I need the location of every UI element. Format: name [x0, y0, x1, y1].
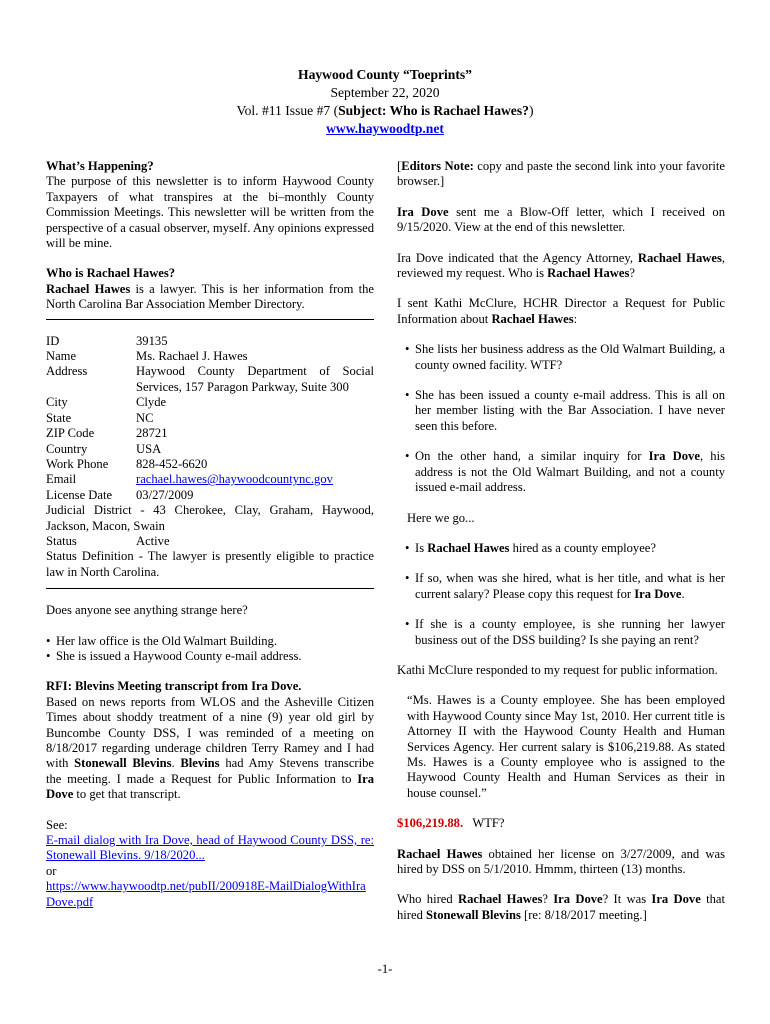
rfi-text: to get that transcript.: [73, 787, 181, 802]
divider-bottom: [46, 588, 374, 589]
person-name: Ira Dove: [397, 204, 449, 219]
who-body: [46, 282, 374, 313]
person-name: Rachael Hawes: [491, 311, 574, 326]
directory-row: [46, 349, 374, 364]
list-item-text: She lists her business address as the Old Walmart Building, a county owned facility. WTF?: [415, 342, 725, 372]
whats-happening-body: The purpose of this newsletter is to inform Haywood County Taxpayers of what transpires at the bi–monthly County Commission Meetings. This newsletter will be written from the perspective of a casual observer, myself. Any opinions expressed will be mine.: [46, 174, 374, 251]
directory-value: Clyde: [136, 395, 167, 410]
paragraph-text: ? It was: [602, 892, 652, 907]
person-name: Ira Dove: [651, 892, 701, 907]
who-text: is a lawyer. This is her information from the North Carolina Bar Association Member Directory.: [46, 281, 374, 312]
salary-line: [397, 816, 725, 831]
editors-text: copy and paste the second link into your favorite browser.]: [397, 159, 725, 189]
person-name: Rachael Hawes: [427, 540, 510, 555]
see-or: or: [46, 863, 57, 878]
list-item-text: She is issued a Haywood County e-mail address.: [56, 648, 302, 663]
directory-row: [46, 395, 374, 410]
list-text: On the other hand, a similar inquiry for: [415, 449, 649, 464]
rfi-body: [46, 695, 374, 803]
final-paragraph: [397, 892, 725, 923]
list-text: .: [681, 586, 685, 601]
paragraph-text: , reviewed my request. Who is: [397, 250, 726, 281]
strange-list: [46, 634, 374, 665]
paragraph-text: [re: 8/18/2017 meeting.]: [520, 907, 647, 922]
list-item: [397, 617, 725, 648]
person-name: Rachael Hawes: [547, 266, 630, 281]
blow-off-paragraph: [397, 205, 725, 236]
person-name: Stonewall Blevins: [426, 907, 521, 922]
email-link[interactable]: rachael.hawes@haywoodcountync.gov: [136, 472, 333, 487]
list-item-text: Her law office is the Old Walmart Building.: [56, 633, 277, 648]
request-paragraph: [397, 296, 725, 327]
judicial-district: Judicial District - 43 Cherokee, Clay, Graham, Haywood, Jackson, Macon, Swain: [46, 503, 374, 533]
directory-row: [46, 364, 374, 395]
directory-value: 828-452-6620: [136, 456, 208, 471]
paragraph-text: :: [573, 311, 578, 326]
list-item-text: She has been issued a county e-mail address. This is all on her member listing with the Bar Association. I have never seen this before.: [415, 388, 725, 433]
list-text: If so, when was she hired, what is her title, and what is her current salary? Please copy this request for: [415, 571, 725, 601]
bullet-icon: •: [405, 388, 410, 403]
left-column: [46, 159, 374, 910]
list-text: Is: [415, 540, 428, 555]
directory-label: License Date: [46, 487, 113, 502]
directory-value: NC: [136, 410, 154, 425]
directory-label: City: [46, 395, 68, 410]
paragraph-text: that hired: [397, 892, 725, 922]
bullet-icon: •: [405, 449, 410, 464]
right-column: [397, 159, 725, 923]
list-item: [46, 649, 374, 664]
editors-note: [397, 159, 725, 190]
directory-row: [46, 457, 374, 472]
website-link[interactable]: www.haywoodtp.net: [326, 121, 444, 136]
list-item-text: If she is a county employee, is she running her lawyer business out of the DSS building? Is she paying an rent?: [415, 617, 725, 647]
newsletter-header: [0, 66, 770, 138]
bullet-icon: •: [46, 633, 51, 648]
list-item: [397, 449, 725, 495]
divider-top: [46, 319, 374, 320]
paragraph-text: Ira Dove indicated that the Agency Attorney,: [397, 250, 638, 265]
directory-label: Name: [46, 349, 77, 364]
kathi-response: Kathi McClure responded to my request for public information.: [397, 662, 718, 677]
newsletter-volume: [0, 102, 770, 120]
directory-label: ZIP Code: [46, 426, 95, 441]
strange-question: Does anyone see anything strange here?: [46, 603, 248, 618]
newsletter-title: Haywood County “Toeprints”: [298, 67, 472, 82]
person-name: Rachael Hawes: [397, 846, 483, 861]
subject-line: Subject: Who is Rachael Hawes?: [338, 103, 529, 118]
paragraph-text: Who hired: [397, 892, 458, 907]
who-name: Rachael Hawes: [46, 281, 131, 296]
editors-bracket: [: [397, 159, 402, 173]
rfi-name: Blevins: [180, 756, 220, 771]
see-label: See:: [46, 817, 68, 832]
here-we-go: Here we go...: [407, 510, 475, 525]
directory-row: [46, 488, 374, 503]
directory-label: Country: [46, 441, 88, 456]
status-label: Status: [46, 533, 77, 548]
email-dialog-link[interactable]: E-mail dialog with Ira Dove, head of Haywood County DSS, re: Stonewall Blevins. 9/18/2020...: [46, 833, 374, 863]
directory-row: [46, 334, 374, 349]
list-item-text: [415, 571, 725, 602]
person-name: Ira Dove: [634, 586, 682, 601]
paragraph-text: sent me a Blow-Off letter, which I received on 9/15/2020. View at the end of this newsletter.: [397, 204, 726, 235]
bullet-icon: •: [405, 617, 410, 632]
paragraph-text: I sent Kathi McClure, HCHR Director a Request for Public Information about: [397, 296, 725, 326]
response-quote: “Ms. Hawes is a County employee. She has been employed with Haywood County since May 1st, 2010. Her current title is Attorney II with the Haywood County Health and Human Services Agency. Her current salary is $106,219.88. As stated Ms. Hawes is a County employee who is assigned to the Haywood County Health and Human Services as their in house counsel.”: [407, 693, 725, 800]
directory-row: [46, 426, 374, 441]
list-item-text: [415, 449, 725, 495]
rfi-text: .: [171, 756, 181, 771]
directory-label: State: [46, 410, 72, 425]
person-name: Ira Dove: [648, 449, 700, 464]
list-item: [397, 342, 725, 373]
list-item: [397, 388, 725, 434]
bullet-icon: •: [405, 540, 410, 555]
list-text: , his address is not the Old Walmart Building, and not a county issued e-mail address.: [415, 449, 725, 495]
editors-label: Editors Note:: [401, 159, 474, 173]
directory-value: 03/27/2009: [136, 487, 194, 502]
bullet-icon: •: [405, 571, 410, 586]
salary-comment: WTF?: [463, 816, 505, 831]
rfi-name: Stonewall Blevins: [74, 756, 172, 771]
bullet-icon: •: [46, 648, 51, 663]
directory-value: USA: [136, 441, 162, 456]
list-text: hired as a county employee?: [509, 540, 656, 555]
person-name: Ira Dove: [553, 892, 603, 907]
directory-value: 28721: [136, 426, 168, 441]
directory-value: 39135: [136, 333, 168, 348]
list-item: [397, 571, 725, 602]
salary-amount: $106,219.88.: [397, 816, 464, 831]
rfi-heading: RFI: Blevins Meeting transcript from Ira Dove.: [46, 679, 302, 694]
rfi-text: had Amy Stevens transcribe the meeting. I made a Request for Public Information to: [46, 756, 374, 786]
directory-row: [46, 411, 374, 426]
newsletter-date: September 22, 2020: [330, 85, 440, 100]
paragraph-text: ?: [629, 266, 635, 281]
whats-happening-heading: What’s Happening?: [46, 159, 154, 173]
list-item-text: [415, 541, 725, 556]
status-definition: Status Definition - The lawyer is presently eligible to practice law in North Carolina.: [46, 549, 374, 579]
list-item: [397, 541, 725, 556]
bullet-icon: •: [405, 342, 410, 357]
rfi-name: Ira Dove: [46, 771, 374, 802]
volume-prefix: Vol. #11 Issue #7 (: [236, 103, 339, 118]
directory-label: ID: [46, 333, 60, 348]
directory-label: Email: [46, 472, 77, 487]
bar-directory: [46, 334, 374, 581]
page-number: -1-: [377, 962, 393, 976]
agency-attorney-paragraph: [397, 251, 725, 282]
directory-value: Haywood County Department of Social Services, 157 Paragon Parkway, Suite 300: [136, 364, 374, 394]
directory-value: Ms. Rachael J. Hawes: [136, 349, 248, 364]
status-value: Active: [136, 533, 170, 548]
rfi-text: Based on news reports from WLOS and the Asheville Citizen Times about shoddy treatment of a nine (9) year old girl by Buncombe County DSS, I was reminded of a meeting on 8/18/2017 regarding underage children Terry Ramey and I had with: [46, 694, 374, 771]
directory-row: [46, 442, 374, 457]
paragraph-text: ?: [542, 892, 554, 907]
pdf-link[interactable]: https://www.haywoodtp.net/pubII/200918E-MailDialogWithIraDove.pdf: [46, 879, 366, 909]
paragraph-text: obtained her license on 3/27/2009, and was hired by DSS on 5/1/2010. Hmmm, thirteen (13) months.: [397, 846, 725, 876]
person-name: Rachael Hawes: [637, 250, 722, 265]
directory-label: Work Phone: [46, 456, 109, 471]
license-paragraph: [397, 847, 725, 878]
who-heading: Who is Rachael Hawes?: [46, 266, 176, 281]
person-name: Rachael Hawes: [457, 892, 543, 907]
directory-row: [46, 534, 374, 549]
volume-suffix: ): [528, 103, 534, 118]
directory-label: Address: [46, 364, 88, 379]
directory-row: [46, 472, 374, 487]
list-item: [46, 634, 374, 649]
